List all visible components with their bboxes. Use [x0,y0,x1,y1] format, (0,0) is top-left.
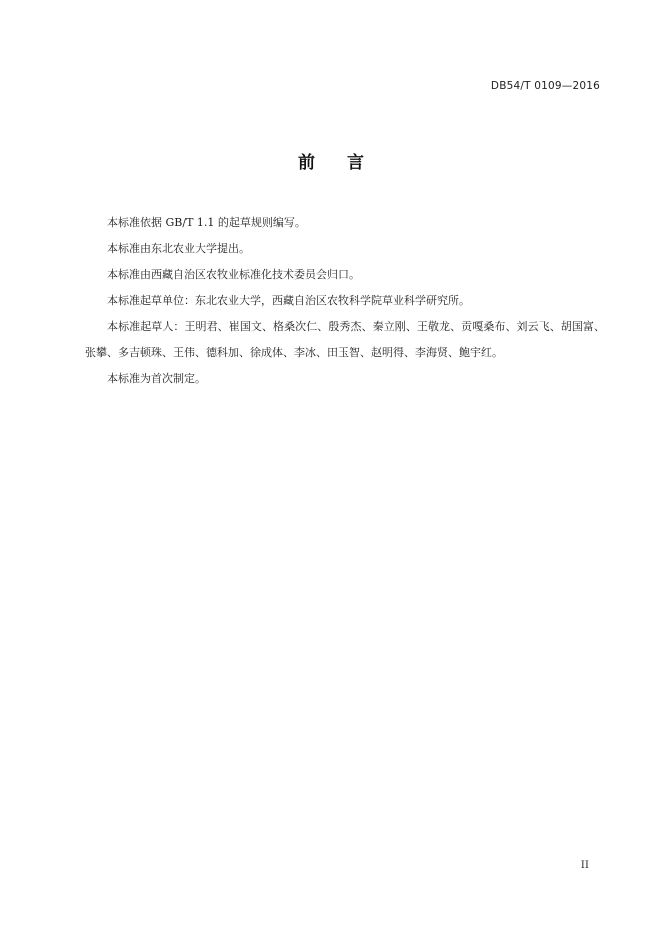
foreword-body [85,210,605,392]
paragraph-drafters: 本标准起草人：王明君、崔国文、格桑次仁、殷秀杰、秦立刚、王敬龙、贡嘎桑布、刘云飞、胡国富、张攀、多吉顿珠、王伟、德科加、徐成体、李冰、田玉智、赵明得、李海贤、鲍宇红。 [85,320,605,359]
paragraph-proposer: 本标准由东北农业大学提出。 [107,242,250,255]
paragraph-drafting-units: 本标准起草单位：东北农业大学，西藏自治区农牧科学院草业科学研究所。 [107,294,470,307]
page-number: II [580,859,589,871]
paragraph-administrator: 本标准由西藏自治区农牧业标准化技术委员会归口。 [107,268,360,281]
page-title: 前言 [298,153,396,173]
paragraph-drafting-rules: 本标准依据 GB/T 1.1 的起草规则编写。 [107,216,306,229]
document-code: DB54/T 0109—2016 [490,80,600,92]
paragraph-first-edition: 本标准为首次制定。 [107,372,206,385]
